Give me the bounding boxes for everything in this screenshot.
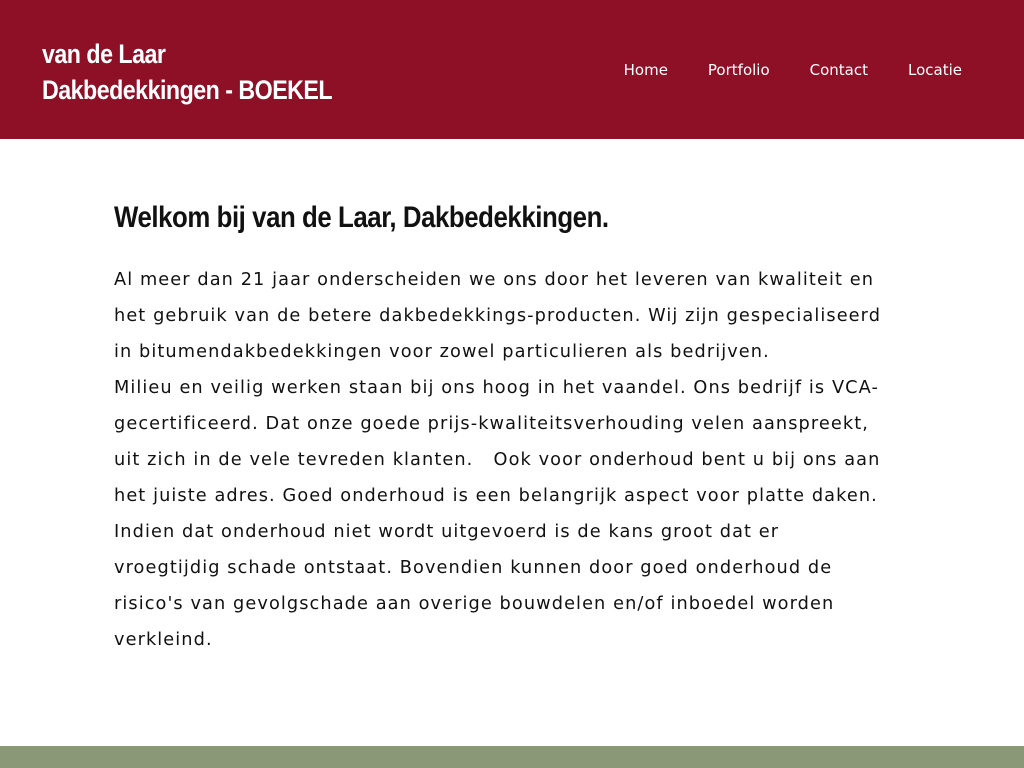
nav-home[interactable]: Home [623,61,668,79]
nav-locatie[interactable]: Locatie [908,61,962,79]
site-title-line-1: van de Laar [42,39,166,69]
site-header [0,0,1024,139]
site-logo[interactable] [42,36,332,108]
main-content [114,196,914,658]
footer-bar [0,746,1024,768]
main-nav [624,60,962,80]
intro-paragraph-2: Milieu en veilig werken staan bij ons hoog in het vaandel. Ons bedrijf is VCA-gecertificeerd. Dat onze goede prijs-kwaliteitsverhouding velen aanspreekt, uit zich in de vele tevreden klanten. Ook voor onderhoud bent u bij ons aan het juiste adres. Goed onderhoud is een belangrijk aspect voor platte daken. Indien dat onderhoud niet wordt uitgevoerd is de kans groot dat er vroegtijdig schade ontstaat. Bovendien kunnen door goed onderhoud de risico's van gevolgschade aan overige bouwdelen en/of inboedel worden verkleind. [114,377,888,650]
site-title-line-2: Dakbedekkingen - BOEKEL [42,75,333,105]
page-heading: Welkom bij van de Laar, Dakbedekkingen. [114,201,609,234]
nav-contact[interactable]: Contact [809,61,868,79]
intro-paragraph-1: Al meer dan 21 jaar onderscheiden we ons door het leveren van kwaliteit en het gebruik van de betere dakbedekkings-producten. Wij zijn gespecialiseerd in bitumendakbedekkingen voor zowel particulieren als bedrijven. [114,269,888,362]
nav-portfolio[interactable]: Portfolio [707,61,770,79]
